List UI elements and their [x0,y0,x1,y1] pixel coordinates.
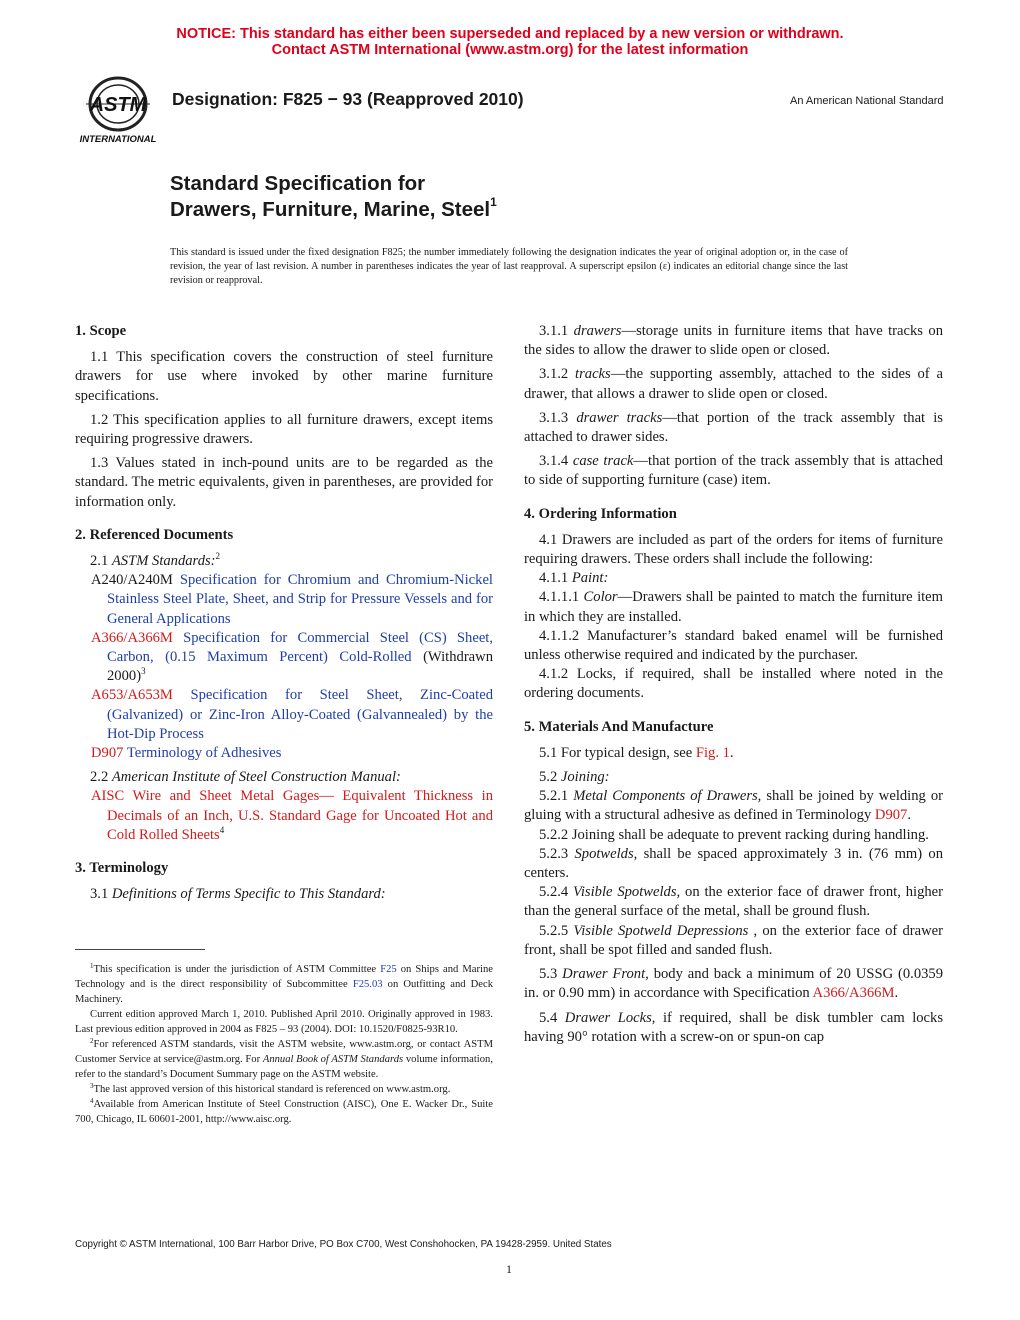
section-2-heading: 2. Referenced Documents [75,526,234,543]
term-joining: Joining: [560,769,610,786]
title-line-2-text: Drawers, Furniture, Marine, Steel [170,198,491,221]
footnote-divider [75,949,205,950]
ref-aisc [75,787,493,845]
para-5-1-end: . [729,744,734,761]
american-national-standard: An American National Standard [790,95,944,107]
document-title [170,171,497,223]
para-5-2-1-text: shall be joined by welding or gluing with a structural adhesive as defined in Terminology [524,788,943,824]
para-5-2-5 [524,922,943,960]
a366-link[interactable]: A366/A366M [812,985,895,1002]
para-5-4 [524,1009,943,1047]
para-5-2-3 [524,845,943,883]
footnote-3-text: The last approved version of this historical standard is referenced on www.astm.org. [93,1084,451,1095]
para-3-1-3-num: 3.1.3 [539,409,577,426]
para-2-2-num: 2.2 [90,769,112,786]
footnote-1-c: on Outfitting and Deck Machinery. [75,979,493,1005]
ref-d907-link[interactable]: Terminology of Adhesives [123,745,282,762]
logo-text: ASTM [89,94,147,116]
para-5-1-text: 5.1 For typical design, see [539,744,696,761]
section-3-heading: 3. Terminology [75,860,169,877]
ref-aisc-link[interactable]: AISC Wire and Sheet Metal Gages— Equivalent Thickness in Decimals of an Inch, U.S. Standard Gage for Uncoated Hot and Cold Rolled Sheets [91,788,493,843]
para-5-2-3-num: 5.2.3 [539,845,575,862]
term-paint: Paint: [571,570,609,587]
footnote-1-b: on Ships and Marine Technology and is the direct responsibility of Subcommittee [75,964,493,990]
para-5-3-end: . [894,985,899,1002]
para-5-2-5-text: , on the exterior face of drawer front, shall be spot filled and sanded flush. [524,922,943,958]
para-5-4-text: if required, shall be disk tumbler cam locks having 90° rotation with a screw-on or spun-on cap [524,1009,943,1045]
section-1-heading: 1. Scope [75,323,127,339]
d907-link[interactable]: D907 [874,807,908,824]
footnote-2-mark: 2 [90,1037,94,1045]
ref-a240-code: A240/A240M [91,572,173,589]
para-5-2-4-text: on the exterior face of drawer front, higher than the general surface of the metal, shall be ground flush. [524,884,944,920]
ref-a653 [75,686,493,744]
para-3-1-4 [524,452,943,490]
para-3-1-4-num: 3.1.4 [539,453,573,470]
para-4-1-1 [524,569,943,588]
term-drawer-locks: Drawer Locks, [564,1009,656,1026]
para-5-2-num: 5.2 [539,769,561,786]
ref-a653-link[interactable]: Specification for Steel Sheet, Zinc-Coated (Galvanized) or Zinc-Iron Alloy-Coated (Galvannealed) by the Hot-Dip Process [107,687,493,742]
title-footnote-ref[interactable]: 1 [490,195,497,209]
committee-f25-link[interactable]: F25 [380,964,397,975]
title-line-1: Standard Specification for [170,172,426,195]
footnote-1-edition: Current edition approved March 1, 2010. Published April 2010. Originally approved in 1983. Last previous edition approved in 2004 as F825 – 93 (2004). DOI: 10.1520/F0825-93R10. [75,1009,493,1035]
para-5-2-4-num: 5.2.4 [539,884,574,901]
term-metal-components: Metal Components of Drawers, [573,788,762,805]
ref-d907 [75,744,493,763]
para-2-1 [75,552,493,571]
para-5-2-5-num: 5.2.5 [539,922,574,939]
para-3-1-1-num: 3.1.1 [539,323,574,339]
footnote-3-mark: 3 [90,1082,94,1090]
ref-d907-code[interactable]: D907 [91,745,124,762]
para-4-1: 4.1 Drawers are included as part of the orders for items of furniture requiring drawers. These orders shall include the following: [524,531,943,568]
astm-logo-icon [72,74,164,146]
para-5-2 [524,768,943,787]
para-3-1-2 [524,365,943,403]
para-3-1-2-num: 3.1.2 [539,366,576,383]
para-3-1-3 [524,409,943,447]
para-4-1-1-1-num: 4.1.1.1 [539,589,584,606]
para-3-1-1 [524,322,943,360]
footnote-ref-2[interactable]: 2 [215,551,221,562]
para-5-4-num: 5.4 [539,1009,565,1026]
para-4-1-2: 4.1.2 Locks, if required, shall be installed where noted in the ordering documents. [524,666,943,702]
para-5-3 [524,965,943,1003]
footnotes [75,962,493,1127]
para-5-2-4 [524,883,943,921]
term-drawers: drawers [573,323,622,339]
footnote-ref-3[interactable]: 3 [141,666,146,677]
term-visible-spotweld-depressions: Visible Spotweld Depressions [573,922,749,939]
term-spotwelds: Spotwelds, [574,845,638,862]
ref-a240-link[interactable]: Specification for Chromium and Chromium-Nickel Stainless Steel Plate, Sheet, and Strip for Pressure Vessels and for General Applications [107,572,493,627]
footnote-2-a: For referenced ASTM standards, visit the ASTM website, www.astm.org, or contact ASTM Customer Service at service@astm.org. For [75,1039,493,1065]
footnote-ref-4[interactable]: 4 [219,824,225,835]
term-case-track: case track [572,453,634,470]
footnote-4-text: Available from American Institute of Steel Construction (AISC), One E. Wacker Dr., Suite 700, Chicago, IL 60601-2001, http://www.aisc.org. [75,1099,493,1125]
ref-a240 [75,571,493,629]
fig-1-link[interactable]: Fig. 1 [695,744,730,761]
notice-line-2: Contact ASTM International (www.astm.org) for the latest information [271,42,749,58]
logo-subtext: INTERNATIONAL [79,134,157,145]
footnote-2-b: volume information, refer to the standard’s Document Summary page on the ASTM website. [75,1054,493,1080]
footnote-1 [75,962,493,1007]
page-number: 1 [506,1262,512,1276]
footnote-2-italic: Annual Book of ASTM Standards [262,1054,404,1065]
para-3-1-num: 3.1 [90,886,112,903]
ref-a653-code[interactable]: A653/A653M [91,687,173,704]
term-tracks: tracks [575,366,611,383]
section-4-heading: 4. Ordering Information [524,505,677,522]
para-5-2-2: 5.2.2 Joining shall be adequate to prevent racking during handling. [539,826,929,843]
footnote-4 [75,1097,493,1127]
para-5-2-1 [524,787,943,825]
title-line-2 [170,197,497,223]
para-2-1-title: ASTM Standards: [111,553,216,570]
def-drawer-tracks: —that portion of the track assembly that is attached to drawer sides. [524,409,943,446]
ref-a366-code[interactable]: A366/A366M [91,629,173,646]
def-drawers: —storage units in furniture items that have tracks on the sides to allow the drawer to slide open or closed. [524,323,944,359]
para-5-2-1-num: 5.2.1 [539,788,574,805]
footnote-4-mark: 4 [90,1097,94,1105]
para-5-1 [524,744,943,763]
term-drawer-front: Drawer Front, [562,966,649,983]
para-2-2 [75,768,493,787]
def-case-track: —that portion of the track assembly that is attached to side of supporting furniture (case) item. [524,453,943,489]
term-color: Color [583,589,618,606]
para-5-2-3-text: shall be spaced approximately 3 in. (76 mm) on centers. [524,845,944,882]
ref-a366-withdrawn: (Withdrawn 2000) [107,649,493,685]
para-3-1-title: Definitions of Terms Specific to This Standard: [111,886,386,903]
para-1-3: 1.3 Values stated in inch-pound units are to be regarded as the standard. The metric equivalents, given in parentheses, are provided for information only. [75,455,493,510]
ref-a366-link[interactable]: Specification for Commercial Steel (CS) Sheet, Carbon, (0.15 Maximum Percent) Cold-Rolled [107,629,493,666]
para-4-1-1-1 [524,588,943,626]
para-1-1: 1.1 This specification covers the construction of steel furniture drawers for use where invoked by other marine furniture specifications. [75,349,493,404]
ref-a366 [75,629,493,687]
footnote-1-a: This specification is under the jurisdiction of ASTM Committee [93,964,381,975]
term-visible-spotwelds: Visible Spotwelds, [573,884,681,901]
para-4-1-1-num: 4.1.1 [539,570,572,587]
term-drawer-tracks: drawer tracks [576,409,663,426]
def-color: —Drawers shall be painted to match the furniture item in which they are installed. [524,589,944,625]
footnote-3 [75,1082,493,1097]
designation: Designation: F825 − 93 (Reapproved 2010) [172,89,524,109]
def-tracks: —the supporting assembly, attached to the sides of a drawer, that allows a drawer to slide open or closed. [524,366,943,402]
subcommittee-f25-03-link[interactable]: F25.03 [352,979,383,990]
left-column [75,322,493,909]
para-3-1 [75,885,493,904]
para-1-2: 1.2 This specification applies to all furniture drawers, except items requiring progressive drawers. [75,411,493,448]
para-5-2-1-end: . [907,807,911,824]
para-5-3-text: body and back a minimum of 20 USSG (0.0359 in. or 0.90 mm) in accordance with Specification [524,966,944,1002]
right-column [524,322,943,1047]
copyright: Copyright © ASTM International, 100 Barr Harbor Drive, PO Box C700, West Conshohocken, PA 19428-2959. United States [75,1239,612,1250]
para-5-3-num: 5.3 [539,966,563,983]
footnote-1-mark: 1 [90,962,94,970]
section-5-heading: 5. Materials And Manufacture [524,718,714,735]
para-4-1-1-2: 4.1.1.2 Manufacturer’s standard baked enamel will be furnished unless otherwise required and indicated by the purchaser. [524,627,943,664]
footnote-2 [75,1037,493,1082]
notice-line-1: NOTICE: This standard has either been superseded and replaced by a new version or withdrawn. [176,26,844,42]
intro-paragraph: This standard is issued under the fixed designation F825; the number immediately following the designation indicates the year of original adoption or, in the case of revision, the year of last revision. A number in parentheses indicates the year of last reapproval. A superscript epsilon (ε) indicates an editorial change since the last revision or reapproval. [170,247,848,286]
para-2-1-num: 2.1 [90,553,112,570]
astm-logo [72,74,164,146]
para-2-2-title: American Institute of Steel Construction Manual: [111,769,401,786]
